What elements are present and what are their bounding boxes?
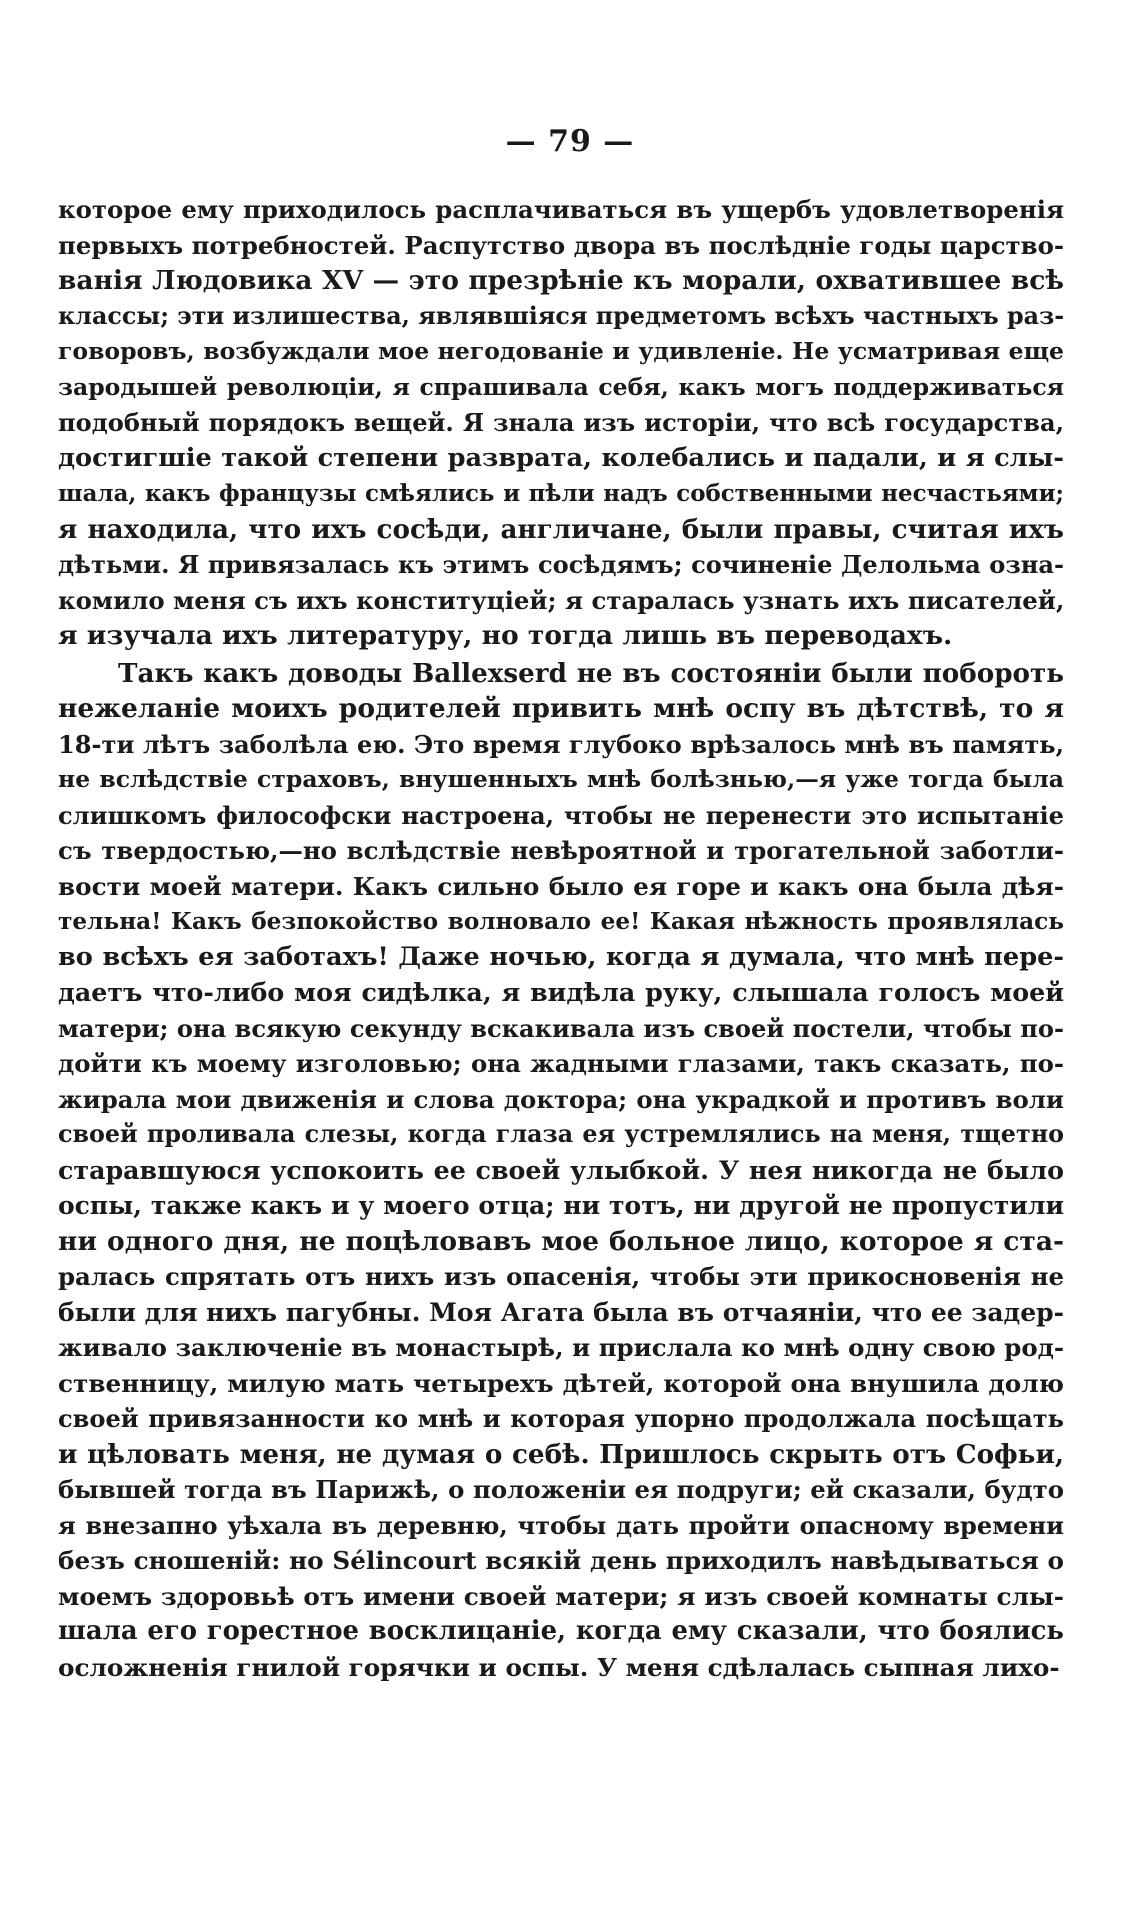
text-line: достигшіе такой степени разврата, колебались и падали, и я слы- <box>58 442 1064 473</box>
paragraph-2 <box>58 656 1064 1686</box>
text-line: Такъ какъ доводы Ballexserd не въ состояніи были побороть <box>118 657 1064 689</box>
text-line: и цѣловать меня, не думая о себѣ. Пришлось скрыть отъ Софьи, <box>58 1438 1064 1470</box>
text-line: матери; она всякую секунду вскакивала изъ своей постели, чтобы по- <box>58 1013 1064 1043</box>
text-line: оспы, также какъ и у моего отца; ни тотъ, ни другой не пропустили <box>58 1191 1064 1220</box>
text-line: нежеланіе моихъ родителей привить мнѣ оспу въ дѣтствѣ, то я <box>58 693 1064 724</box>
text-line: которое ему приходилось расплачиваться въ ущербъ удовлетворенія <box>58 195 1064 224</box>
text-line: были для нихъ пагубны. Моя Агата была въ отчаяніи, что ее задер- <box>58 1297 1064 1327</box>
text-line: своей проливала слезы, когда глаза ея устремлялись на меня, тщетно <box>58 1120 1064 1148</box>
text-line: первыхъ потребностей. Распутство двора въ послѣдніе годы царство- <box>58 230 1064 260</box>
text-line: моемъ здоровьѣ отъ имени своей матери; я изъ своей комнаты слы- <box>58 1581 1064 1611</box>
page-number: — 79 — <box>505 124 635 159</box>
text-line: подобный порядокъ вещей. Я знала изъ исторіи, что всѣ государства, <box>58 408 1064 437</box>
text-line: во всѣхъ ея заботахъ! Даже ночью, когда я думала, что мнѣ пере- <box>58 941 1064 972</box>
text-line: я внезапно уѣхала въ деревню, чтобы дать пройти опасному времени <box>58 1510 1064 1540</box>
text-line: дойти къ моему изголовью; она жадными глазами, такъ сказать, по- <box>58 1049 1064 1078</box>
text-line: ралась спрятать отъ нихъ изъ опасенія, чтобы эти прикосновенія не <box>58 1262 1064 1291</box>
text-line: осложненія гнилой горячки и оспы. У меня сдѣлалась сыпная лихо- <box>58 1652 1060 1682</box>
paragraph-1 <box>58 192 1064 654</box>
text-line: слишкомъ философски настроена, чтобы не перенести это испытаніе <box>58 800 1064 830</box>
text-line: 18-ти лѣтъ заболѣла ею. Это время глубоко врѣзалось мнѣ въ память, <box>58 729 1064 759</box>
text-line: я изучала ихъ литературу, но тогда лишь въ переводахъ. <box>58 620 953 651</box>
text-line: бывшей тогда въ Парижѣ, о положеніи ея подруги; ей сказали, будто <box>58 1475 1064 1504</box>
text-line: классы; эти излишества, являвшіяся предметомъ всѣхъ частныхъ раз- <box>58 301 1065 330</box>
text-line: живало заключеніе въ монастырѣ, и прислала ко мнѣ одну свою род- <box>58 1333 1064 1362</box>
text-line: тельна! Какъ безпокойство волновало ее! Какая нѣжность проявлялась <box>58 908 1064 935</box>
text-line: зародышей революціи, я спрашивала себя, какъ могъ поддерживаться <box>58 372 1064 401</box>
text-line: ни одного дня, не поцѣловавъ мое больное лицо, которое я ста- <box>58 1225 1064 1257</box>
text-line: старавшуюся успокоить ее своей улыбкой. У нея никогда не было <box>58 1154 1064 1185</box>
text-line: жирала мои движенія и слова доктора; она украдкой и противъ воли <box>58 1084 1064 1114</box>
text-line: говоровъ, возбуждали мое негодованіе и удивленіе. Не усматривая еще <box>58 337 1064 365</box>
text-line: комило меня съ ихъ конституціей; я старалась узнать ихъ писателей, <box>58 585 1065 615</box>
text-line: не вслѣдствіе страховъ, внушенныхъ мнѣ болѣзнью,—я уже тогда была <box>58 765 1064 793</box>
text-line: ванія Людовика XV — это презрѣніе къ морали, охватившее всѣ <box>58 265 1064 296</box>
body-text <box>58 192 1064 1685</box>
text-line: шала, какъ французы смѣялись и пѣли надъ собственными несчастьями; <box>58 480 1064 507</box>
text-line: дѣтьми. Я привязалась къ этимъ сосѣдямъ; сочиненіе Делольма озна- <box>58 550 1064 579</box>
text-line: съ твердостью,—но вслѣдствіе невѣроятной и трогательной заботли- <box>58 836 1064 865</box>
text-line: своей привязанности ко мнѣ и которая упорно продолжала посѣщать <box>58 1404 1064 1433</box>
text-line: безъ сношеній: но Sélincourt всякій день приходилъ навѣдываться о <box>58 1546 1064 1575</box>
text-line: даетъ что-либо моя сидѣлка, я видѣла руку, слышала голосъ моей <box>58 977 1064 1007</box>
text-line: ственницу, милую мать четырехъ дѣтей, которой она внушила долю <box>58 1368 1064 1398</box>
text-line: вости моей матери. Какъ сильно было ея горе и какъ она была дѣя- <box>58 871 1064 901</box>
text-line: я находила, что ихъ сосѣди, англичане, были правы, считая ихъ <box>58 513 1064 545</box>
text-line: шала его горестное восклицаніе, когда ему сказали, что боялись <box>58 1616 1064 1646</box>
